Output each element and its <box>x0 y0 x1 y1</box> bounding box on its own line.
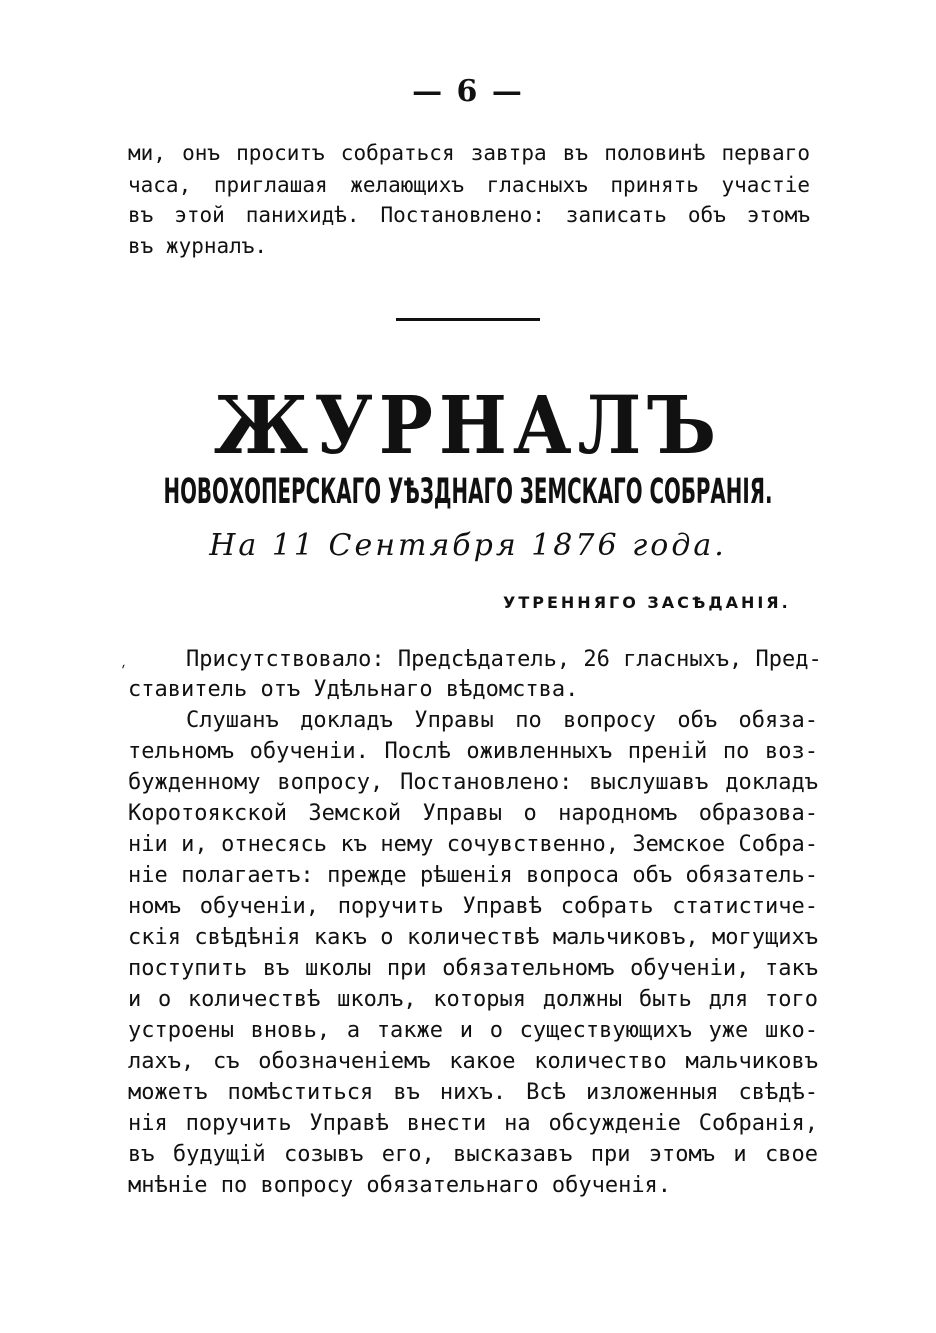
body-line: въ будущій созывъ его, высказавъ при этомъ и свое <box>128 1142 818 1167</box>
body-line: ніи и, отнесясь къ нему сочувственно, Земское Собра- <box>128 832 818 857</box>
page-number: — 6 — <box>412 74 524 109</box>
body-line: мнѣніе по вопросу обязательнаго обученія. <box>128 1173 672 1198</box>
session-date: На 11 Сентября 1876 года. <box>209 528 727 563</box>
body-line: устроены вновь, а также и о существующихъ уже шко- <box>128 1018 818 1043</box>
intro-line: часа, приглашая желающихъ гласныхъ принять участіе <box>128 173 810 197</box>
body-line: поступить въ школы при обязательномъ обученіи, такъ <box>128 956 818 981</box>
body-line: лахъ, съ обозначеніемъ какое количество мальчиковъ <box>128 1049 818 1074</box>
margin-tick-mark: ˏ <box>112 649 128 670</box>
body-line: ставитель отъ Удѣльнаго вѣдомства. <box>128 677 579 702</box>
body-line: Присутствовало: Предсѣдатель, 26 гласныхъ, Пред- <box>186 647 822 672</box>
section-divider <box>396 318 540 321</box>
body-line: бужденному вопросу, Постановлено: выслушавъ докладъ <box>128 770 818 795</box>
body-line: нія поручить Управѣ внести на обсужденіе Собранія, <box>128 1111 818 1136</box>
intro-line: ми, онъ проситъ собраться завтра въ половинѣ перваго <box>128 141 810 165</box>
body-line: Коротоякской Земской Управы о народномъ образова- <box>128 801 818 826</box>
journal-subtitle: НОВОХОПЕРСКАГО УѢЗДНАГО ЗЕМСКАГО СОБРАНІЯ. <box>163 472 773 513</box>
body-line: можетъ помѣститься въ нихъ. Всѣ изложенныя свѣдѣ- <box>128 1080 818 1105</box>
session-name: УТРЕННЯГО ЗАСѢДАНІЯ. <box>503 593 791 612</box>
body-line: и о количествѣ школъ, которыя должны быть для того <box>128 987 818 1012</box>
body-line: тельномъ обученіи. Послѣ оживленныхъ преній по воз- <box>128 739 818 764</box>
body-line: номъ обученіи, поручить Управѣ собрать статистиче- <box>128 894 818 919</box>
intro-line: въ журналъ. <box>128 234 268 258</box>
intro-line: въ этой панихидѣ. Постановлено: записать объ этомъ <box>128 203 810 227</box>
body-line: Слушанъ докладъ Управы по вопросу объ обяза- <box>186 708 818 733</box>
body-line: ніе полагаетъ: прежде рѣшенія вопроса объ обязатель- <box>128 863 818 888</box>
body-line: скія свѣдѣнія какъ о количествѣ мальчиковъ, могущихъ <box>128 925 818 950</box>
journal-title: ЖУРНАЛЪ <box>213 378 723 472</box>
